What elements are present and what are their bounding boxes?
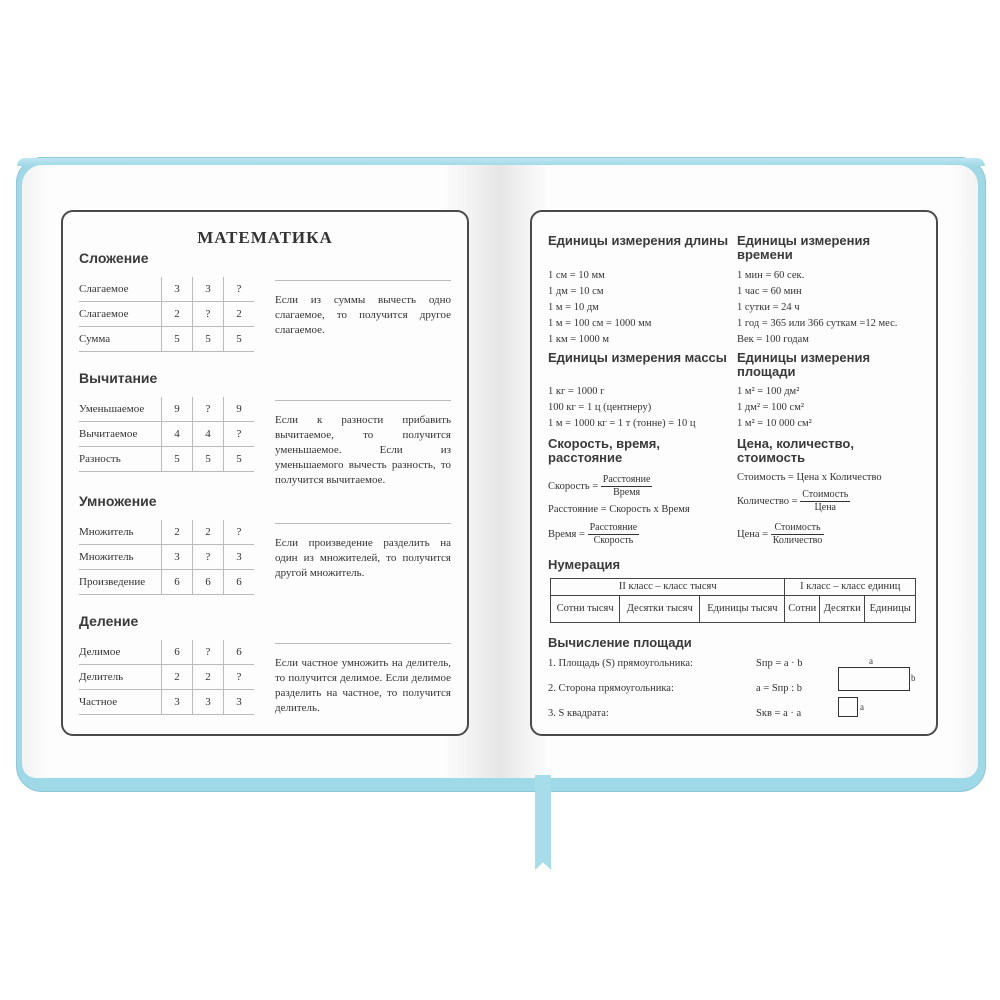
length-item: 1 м = 10 дм — [548, 302, 599, 313]
bookmark-ribbon[interactable] — [535, 775, 551, 870]
value-cell: 6 — [224, 640, 255, 665]
rule-note — [275, 643, 451, 716]
denominator: Время — [613, 487, 641, 498]
fraction — [588, 522, 640, 547]
row-label: Частное — [79, 690, 162, 715]
value-cell: 5 — [162, 447, 193, 472]
value-cell: 2 — [162, 302, 193, 327]
section-heading: Вычитание — [79, 370, 158, 386]
note-text: Если произведение разделить на один из множителей, то получится другой множитель. — [275, 523, 451, 581]
formula-label: Время = — [548, 528, 585, 540]
digit-cell: Десятки тысяч — [620, 596, 700, 623]
formula-label: Скорость = — [548, 480, 599, 492]
table-row — [79, 277, 254, 302]
row-label: Множитель — [79, 520, 162, 545]
value-cell: 9 — [162, 397, 193, 422]
area-item: 1 м² = 10 000 см² — [737, 418, 812, 429]
value-cell: 3 — [224, 545, 255, 570]
value-cell: 6 — [162, 640, 193, 665]
mass-item: 1 м = 1000 кг = 1 т (тонне) = 10 ц — [548, 418, 696, 429]
value-cell: ? — [224, 665, 255, 690]
value-cell: 5 — [224, 447, 255, 472]
price-heading: Цена, количество, стоимость — [737, 436, 854, 465]
note-text: Если к разности прибавить вычитаемое, то получится уменьшаемое. Если из уменьшаемого вычесть разность, то получится вычитаемое. — [275, 400, 451, 488]
value-cell: 5 — [224, 327, 255, 352]
side-a-label: a — [869, 656, 873, 666]
table-row — [79, 397, 254, 422]
value-cell: 5 — [193, 327, 224, 352]
time-item: Век = 100 годам — [737, 334, 809, 345]
value-cell: ? — [193, 302, 224, 327]
operation-table — [79, 277, 254, 352]
value-cell: 4 — [193, 422, 224, 447]
area-calc-row-1: 1. Площадь (S) прямоугольника: — [548, 658, 693, 669]
table-row — [79, 690, 254, 715]
mass-item: 100 кг = 1 ц (центнеру) — [548, 402, 652, 413]
math-panel — [61, 210, 469, 736]
value-cell: ? — [224, 422, 255, 447]
fraction — [601, 474, 653, 499]
digit-cell: Сотни — [785, 596, 820, 623]
denominator: Количество — [772, 535, 823, 546]
speed-formula-1 — [548, 474, 652, 499]
value-cell: 2 — [193, 520, 224, 545]
length-item: 1 дм = 10 см — [548, 286, 604, 297]
side-b-label: b — [911, 673, 916, 683]
digit-cell: Единицы — [865, 596, 916, 623]
class-thousands: II класс – класс тысяч — [551, 579, 785, 596]
area-calc-row-2: 2. Сторона прямоугольника: — [548, 683, 674, 694]
length-item: 1 м = 100 см = 1000 мм — [548, 318, 652, 329]
mass-list — [548, 384, 696, 432]
time-item: 1 мин = 60 сек. — [737, 270, 805, 281]
digit-cell: Десятки — [820, 596, 865, 623]
time-item: 1 год = 365 или 366 суткам =12 мес. — [737, 318, 898, 329]
table-row — [79, 422, 254, 447]
mass-item: 1 кг = 1000 г — [548, 386, 605, 397]
value-cell: 9 — [224, 397, 255, 422]
numbering-table — [550, 578, 916, 623]
row-label: Множитель — [79, 545, 162, 570]
section-heading: Сложение — [79, 250, 149, 266]
value-cell: 6 — [224, 570, 255, 595]
digit-cell: Единицы тысяч — [700, 596, 785, 623]
digit-cell: Сотни тысяч — [551, 596, 620, 623]
value-cell: 6 — [193, 570, 224, 595]
numerator: Расстояние — [602, 474, 651, 485]
time-item: 1 час = 60 мин — [737, 286, 802, 297]
value-cell: 3 — [162, 690, 193, 715]
table-row — [79, 640, 254, 665]
value-cell: 3 — [162, 545, 193, 570]
value-cell: 5 — [193, 447, 224, 472]
numerator: Расстояние — [589, 522, 638, 533]
value-cell: ? — [193, 397, 224, 422]
value-cell: ? — [224, 520, 255, 545]
operation-table — [79, 520, 254, 595]
price-formula-3 — [737, 522, 824, 547]
value-cell: 3 — [162, 277, 193, 302]
row-label: Слагаемое — [79, 277, 162, 302]
rule-note — [275, 400, 451, 488]
rule-note — [275, 523, 451, 581]
note-text: Если частное умножить на делитель, то получится делимое. Если делимое разделить на частное, то получится делитель. — [275, 643, 451, 716]
value-cell: 6 — [162, 570, 193, 595]
value-cell: 3 — [224, 690, 255, 715]
row-label: Сумма — [79, 327, 162, 352]
class-units: I класс – класс единиц — [785, 579, 916, 596]
speed-heading: Скорость, время, расстояние — [548, 436, 660, 465]
area-item: 1 дм² = 100 см² — [737, 402, 805, 413]
denominator: Скорость — [593, 535, 634, 546]
area-units-heading: Единицы измерения площади — [737, 350, 871, 379]
length-item: 1 см = 10 мм — [548, 270, 605, 281]
table-row — [79, 665, 254, 690]
fraction — [800, 489, 850, 514]
speed-formula-3 — [548, 522, 639, 547]
table-row — [79, 570, 254, 595]
operation-table — [79, 397, 254, 472]
length-item: 1 км = 1000 м — [548, 334, 610, 345]
row-label: Слагаемое — [79, 302, 162, 327]
fraction — [771, 522, 825, 547]
formula-label: Количество = — [737, 495, 798, 507]
table-row — [79, 520, 254, 545]
speed-formula-2: Расстояние = Скорость х Время — [548, 504, 690, 515]
area-calc-formula-2: a = Sпр : b — [756, 683, 802, 694]
value-cell: 2 — [224, 302, 255, 327]
section-heading: Деление — [79, 613, 139, 629]
row-label: Произведение — [79, 570, 162, 595]
area-calc-heading: Вычисление площади — [548, 635, 692, 650]
area-calc-formula-1: Sпр = a · b — [756, 658, 803, 669]
row-label: Уменьшаемое — [79, 397, 162, 422]
value-cell: ? — [193, 640, 224, 665]
area-calc-formula-3: Sкв = a · a — [756, 708, 802, 719]
note-text: Если из суммы вычесть одно слагаемое, то получится другое слагаемое. — [275, 280, 451, 338]
length-heading: Единицы измерения длины — [548, 233, 729, 248]
area-item: 1 м² = 100 дм² — [737, 386, 800, 397]
value-cell: 3 — [193, 277, 224, 302]
time-list — [737, 268, 897, 348]
value-cell: 2 — [193, 665, 224, 690]
numbering-heading: Нумерация — [548, 557, 621, 572]
row-label: Делимое — [79, 640, 162, 665]
rectangle-diagram — [838, 667, 910, 691]
operation-table — [79, 640, 254, 715]
numerator: Стоимость — [771, 522, 825, 535]
table-row — [79, 447, 254, 472]
value-cell: 5 — [162, 327, 193, 352]
value-cell: 4 — [162, 422, 193, 447]
value-cell: 2 — [162, 665, 193, 690]
length-list — [548, 268, 651, 348]
value-cell: ? — [224, 277, 255, 302]
area-units-list — [737, 384, 812, 432]
row-label: Делитель — [79, 665, 162, 690]
table-row — [79, 545, 254, 570]
area-calc-row-3: 3. S квадрата: — [548, 708, 609, 719]
value-cell: 3 — [193, 690, 224, 715]
value-cell: ? — [193, 545, 224, 570]
row-label: Вычитаемое — [79, 422, 162, 447]
value-cell: 2 — [162, 520, 193, 545]
mass-heading: Единицы измерения массы — [548, 350, 727, 365]
page-title: МАТЕМАТИКА — [197, 228, 333, 247]
table-row — [79, 327, 254, 352]
numerator: Стоимость — [802, 489, 849, 500]
formula-label: Цена = — [737, 528, 769, 540]
square-diagram — [838, 697, 858, 717]
rule-note — [275, 280, 451, 338]
table-row — [79, 302, 254, 327]
denominator: Цена — [814, 502, 836, 513]
time-item: 1 сутки = 24 ч — [737, 302, 800, 313]
price-formula-2 — [737, 489, 850, 514]
time-heading: Единицы измерения времени — [737, 233, 871, 262]
row-label: Разность — [79, 447, 162, 472]
section-heading: Умножение — [79, 493, 157, 509]
reference-panel — [530, 210, 938, 736]
price-formula-1: Стоимость = Цена х Количество — [737, 472, 882, 483]
square-side-label: a — [860, 702, 864, 712]
